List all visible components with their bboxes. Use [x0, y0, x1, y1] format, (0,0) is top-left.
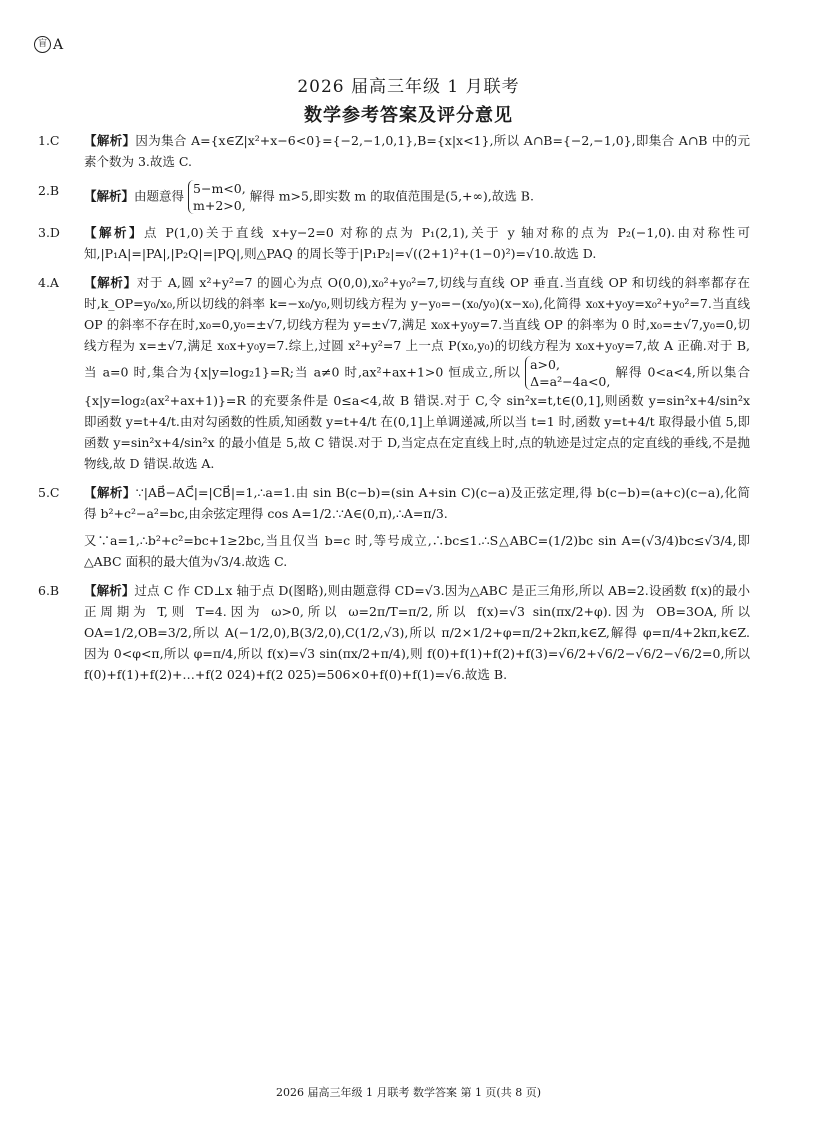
- answer-text: 解得 m>5,即实数 m 的取值范围是(5,+∞),故选 B.: [249, 188, 534, 204]
- analysis-tag: 【解析】: [84, 275, 137, 290]
- exam-title: 2026 届高三年级 1 月联考: [297, 77, 520, 97]
- case-line: m+2>0,: [193, 198, 246, 213]
- analysis-tag: 【解析】: [84, 133, 136, 148]
- answer-item-4: [38, 272, 750, 474]
- answer-number: 2.B: [38, 183, 60, 198]
- answer-number: 1.C: [38, 133, 60, 148]
- answer-text: 解得 0<a<4,所以集合{x|y=log₂(ax²+ax+1)}=R 的充要条件是 0≤a<4,故 B 错误.对于 C,令 sin²x=t,t∈(0,1],则函数 y=sin²x+4/sin²x 即函数 y=t+4/t.由对勾函数的性质,知函数 y=t+4/t 在(0,1]上单调递减,所以当 t=1 时,函数 y=t+4/t 取得最小值 5,即函数 y=sin²x+4/sin²x 的最小值是 5,故 C 错误.对于 D,当定点在定直线上时,点的轨迹是过定点的定直线的垂线,不是抛物线,故 D 错误.故选 A.: [84, 364, 750, 471]
- page-footer: 2026 届高三年级 1 月联考 数学答案 第 1 页(共 8 页): [275, 1086, 542, 1099]
- inequality-system: [188, 180, 246, 214]
- analysis-tag: 【解析】: [84, 188, 135, 204]
- answer-number: 5.C: [38, 485, 60, 500]
- page-title: 数学参考答案及评分意见: [304, 105, 513, 126]
- corner-circle-seal: 盲: [34, 36, 51, 53]
- case-line: Δ=a²−4a<0,: [530, 374, 611, 389]
- answer-item-6: [38, 580, 750, 685]
- answer-item-3: [38, 222, 750, 264]
- case-line: a>0,: [530, 357, 560, 372]
- answer-item-1: [38, 130, 750, 172]
- corner-mark: [34, 36, 63, 53]
- answer-text: ∵|AB⃗−AC⃗|=|CB⃗|=1,∴a=1.由 sin B(c−b)=(sin A+sin C)(c−a)及正弦定理,得 b(c−b)=(a+c)(c−a),化简得 b²+c²−a²=bc,由余弦定理得 cos A=1/2.∵A∈(0,π),∴A=π/3.: [84, 485, 750, 521]
- answer-item-2: [38, 180, 750, 214]
- analysis-tag: 【解析】: [84, 485, 136, 500]
- case-line: 5−m<0,: [193, 181, 246, 196]
- answer-number: 3.D: [38, 225, 60, 240]
- answer-number: 4.A: [38, 275, 59, 290]
- answer-text: 对于 A,圆 x²+y²=7 的圆心为点 O(0,0),x₀²+y₀²=7,切线与直线 OP 垂直.当直线 OP 和切线的斜率都存在时,k_OP=y₀/x₀,所以切线的斜率 k=−x₀/y₀,则切线方程为 y−y₀=−(x₀/y₀)(x−x₀),化简得 x₀x+y₀y=x₀²+y₀²=7.当直线 OP 的斜率不存在时,x₀=0,y₀=±√7,切线方程为 y=±√7,满足 x₀x+y₀y=7.当直线 OP 的斜率为 0 时,x₀=±√7,y₀=0,切线方程为 x=±√7,满足 x₀x+y₀y=7.综上,过圆 x²+y²=7 上一点 P(x₀,y₀)的切线方程为 x₀x+y₀y=7,故 A 正确.对于 B,当 a=0 时,集合为{x|y=log₂1}=R;当 a≠0 时,ax²+ax+1>0 恒成立,所以: [84, 275, 750, 380]
- inequality-system: [525, 356, 610, 390]
- answer-text: 过点 C 作 CD⊥x 轴于点 D(图略),则由题意得 CD=√3.因为△ABC 是正三角形,所以 AB=2.设函数 f(x)的最小正周期为 T,则 T=4.因为 ω>0,所以 ω=2π/T=π/2,所以 f(x)=√3 sin(πx/2+φ).因为 OB=3OA,所以 OA=1/2,OB=3/2,所以 A(−1/2,0),B(3/2,0),C(1/2,√3),所以 π/2×1/2+φ=π/2+2kπ,k∈Z,解得 φ=π/4+2kπ,k∈Z.因为 0<φ<π,所以 φ=π/4,所以 f(x)=√3 sin(πx/2+π/4),则 f(0)+f(1)+f(2)+f(3)=√6/2+√6/2−√6/2−√6/2=0,所以 f(0)+f(1)+f(2)+…+f(2 024)+f(2 025)=506×0+f(0)+f(1)=√6.故选 B.: [84, 583, 750, 682]
- answer-item-5: [38, 482, 750, 572]
- answer-text: 由题意得: [134, 188, 185, 204]
- analysis-tag: 【解析】: [84, 225, 144, 240]
- answer-text: 又∵a=1,∴b²+c²=bc+1≥2bc,当且仅当 b=c 时,等号成立,∴bc≤1.∴S△ABC=(1/2)bc sin A=(√3/4)bc≤√3/4,即△ABC 面积的最大值为√3/4.故选 C.: [84, 533, 750, 569]
- analysis-tag: 【解析】: [84, 583, 135, 598]
- answer-text: 因为集合 A={x∈Z|x²+x−6<0}={−2,−1,0,1},B={x|x<1},所以 A∩B={−2,−1,0},即集合 A∩B 中的元素个数为 3.故选 C.: [84, 133, 750, 169]
- corner-letter: A: [53, 36, 64, 53]
- title-block: [0, 76, 817, 128]
- answer-text: 点 P(1,0)关于直线 x+y−2=0 对称的点为 P₁(2,1),关于 y 轴对称的点为 P₂(−1,0).由对称性可知,|P₁A|=|PA|,|P₂Q|=|PQ|,则△PAQ 的周长等于|P₁P₂|=√((2+1)²+(1−0)²)=√10.故选 D.: [84, 225, 750, 261]
- answers-content: [38, 130, 750, 693]
- answer-number: 6.B: [38, 583, 60, 598]
